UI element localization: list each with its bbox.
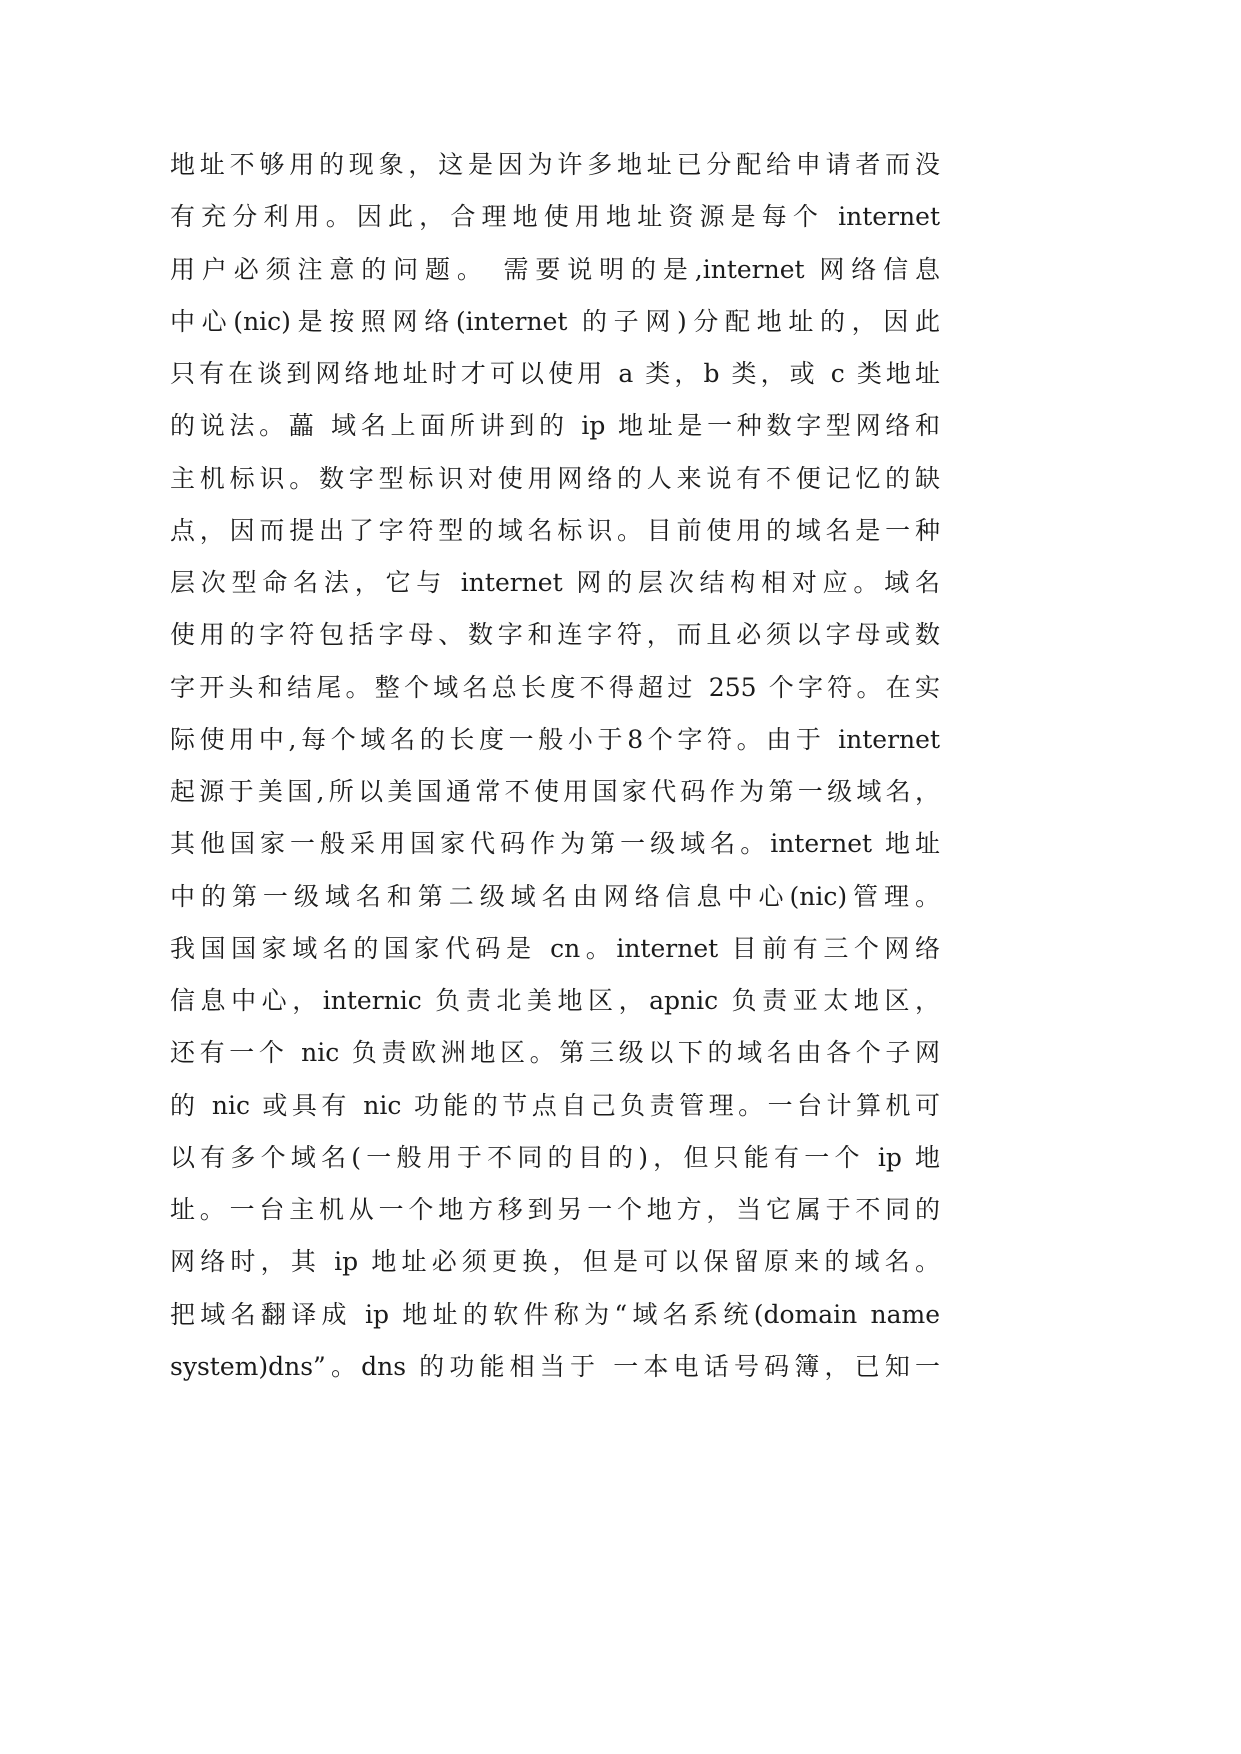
text-line: 的说法。藟 域名上面所讲到的 ip 地址是一种数字型网络和 [170, 411, 940, 441]
text-line: 网络时，其 ip 地址必须更换，但是可以保留原来的域名。 [170, 1247, 940, 1277]
text-line: 地址不够用的现象，这是因为许多地址已分配给申请者而没 [170, 150, 940, 179]
text-line: 主机标识。数字型标识对使用网络的人来说有不便记忆的缺 [170, 463, 940, 493]
text-line: 中的第一级域名和第二级域名由网络信息中心(nic)管理。 [170, 881, 940, 911]
text-line: 我国国家域名的国家代码是 cn。internet 目前有三个网络 [170, 933, 940, 963]
text-line: 有充分利用。因此，合理地使用地址资源是每个 internet [170, 202, 940, 232]
text-line: 信息中心，internic 负责北美地区，apnic 负责亚太地区， [170, 986, 940, 1015]
text-line: 址。一台主机从一个地方移到另一个地方，当它属于不同的 [170, 1195, 940, 1224]
text-line: 只有在谈到网络地址时才可以使用 a 类，b 类，或 c 类地址 [170, 359, 940, 388]
text-line: 把域名翻译成 ip 地址的软件称为“域名系统(domain name [170, 1299, 940, 1329]
text-line: 字开头和结尾。整个域名总长度不得超过 255 个字符。在实 [170, 672, 940, 702]
text-line: 的 nic 或具有 nic 功能的节点自己负责管理。一台计算机可 [170, 1090, 940, 1120]
text-line: 还有一个 nic 负责欧洲地区。第三级以下的域名由各个子网 [170, 1038, 940, 1068]
text-line: 以有多个域名(一般用于不同的目的)，但只能有一个 ip 地 [170, 1142, 940, 1172]
text-line: 其他国家一般采用国家代码作为第一级域名。internet 地址 [170, 829, 940, 859]
text-line: 起源于美国,所以美国通常不使用国家代码作为第一级域名， [170, 777, 940, 806]
text-line: 使用的字符包括字母、数字和连字符，而且必须以字母或数 [170, 620, 940, 650]
text-line: 中心(nic)是按照网络(internet 的子网)分配地址的，因此 [170, 306, 940, 336]
text-line: 用户必须注意的问题。 需要说明的是,internet 网络信息 [170, 254, 940, 284]
text-line: 层次型命名法，它与 internet 网的层次结构相对应。域名 [170, 568, 940, 597]
text-line: system)dns”。dns 的功能相当于 一本电话号码簿，已知一 [170, 1351, 940, 1381]
text-line: 际使用中,每个域名的长度一般小于8个字符。由于 internet [170, 724, 940, 754]
text-line: 点，因而提出了字符型的域名标识。目前使用的域名是一种 [170, 515, 940, 545]
document-body [170, 139, 940, 1393]
